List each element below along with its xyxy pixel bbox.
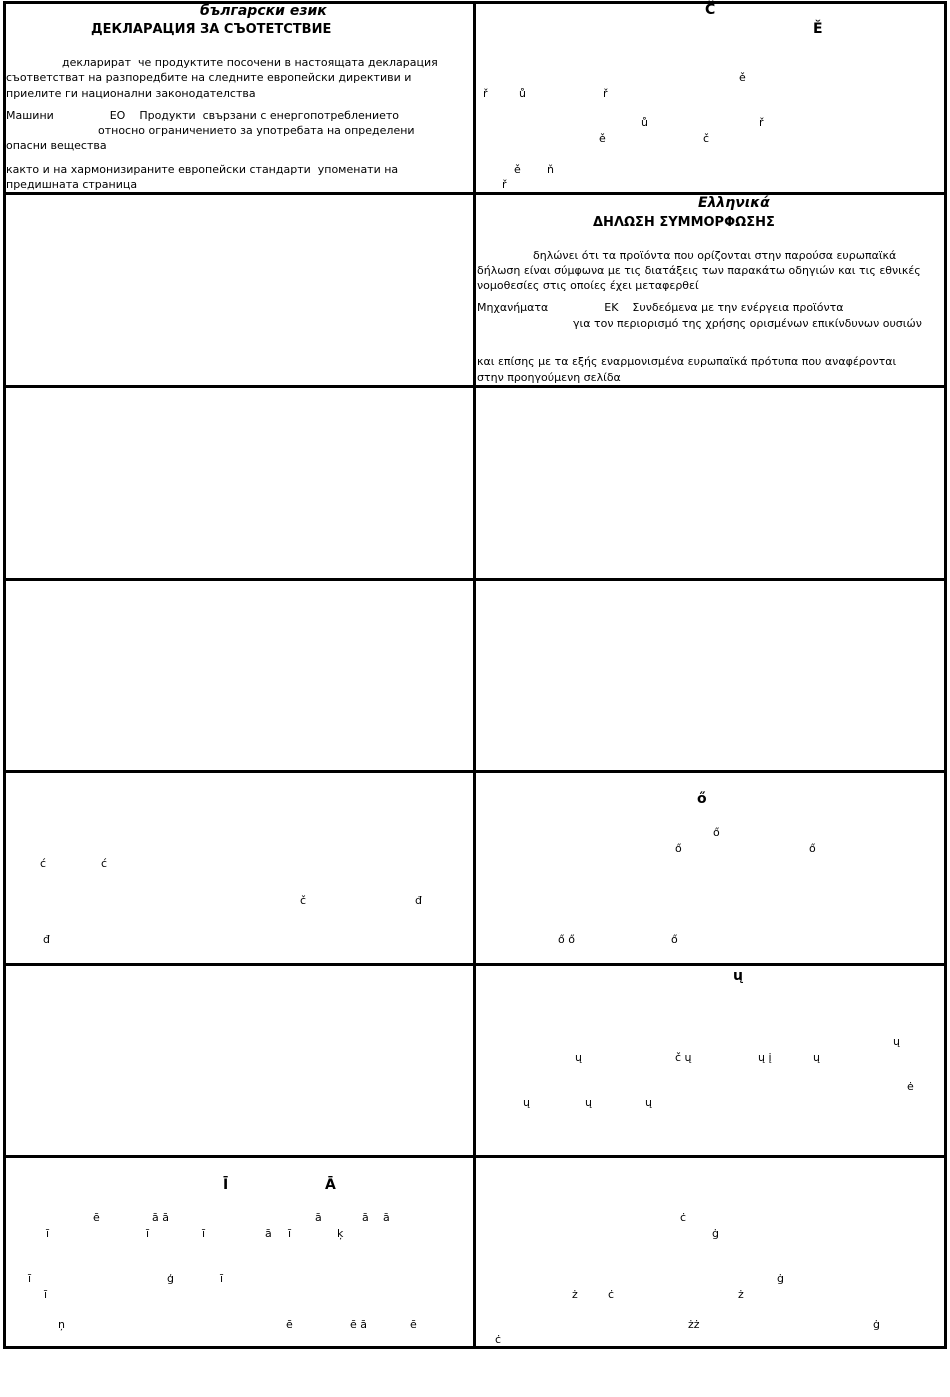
cs-glyph: č [703, 132, 710, 145]
hu-glyph: ő [675, 842, 682, 855]
lv-glyph: ē [286, 1318, 293, 1331]
bg-text-line: приелите ги национални законодателства [6, 87, 256, 100]
hr-glyph: č [300, 894, 307, 907]
row-divider [3, 578, 947, 581]
cs-glyph: ě [514, 163, 521, 176]
lv-glyph: ī [44, 1288, 48, 1301]
cs-title: Č [705, 2, 716, 18]
lt-glyph: ų [523, 1096, 530, 1109]
lv-glyph: ī [202, 1227, 206, 1240]
lv-glyph: ā [315, 1211, 322, 1224]
mt-glyph: ż [738, 1288, 744, 1301]
bg-text-line: както и на хармонизираните европейски стандарти упоменати на [6, 163, 399, 176]
column-divider [473, 1, 476, 1349]
lt-glyph: ų [585, 1096, 592, 1109]
lt-glyph: ų [813, 1051, 820, 1064]
bg-text-line: относно ограничението за употребата на определени [98, 124, 415, 137]
hr-glyph: ć [101, 857, 108, 870]
cs-glyph: ů [519, 87, 526, 100]
cs-glyph: ě [599, 132, 606, 145]
cs-glyph: ř [759, 116, 764, 129]
el-text-line: νομοθεσίες στις οποίες έχει μεταφερθεί [477, 279, 699, 292]
lv-glyph: ņ [58, 1318, 65, 1331]
el-text-line: δήλωση είναι σύμφωνα με τις διατάξεις των παρακάτω οδηγιών και τις εθνικές [477, 264, 921, 277]
lv-glyph: ē [410, 1318, 417, 1331]
cs-glyph: ř [603, 87, 608, 100]
lv-glyph: ī [46, 1227, 50, 1240]
cs-glyph: ě [739, 71, 746, 84]
hu-glyph: ő [809, 842, 816, 855]
cs-glyph: ů [641, 116, 648, 129]
lv-glyph: ā ā [152, 1211, 169, 1224]
hr-glyph: đ [43, 933, 50, 946]
bg-heading: ДЕКЛАРАЦИЯ ЗА СЪОТЕТСТВИЕ [91, 22, 332, 37]
mt-glyph: ċ [608, 1288, 615, 1301]
lt-glyph: č ų [675, 1051, 692, 1064]
lv-glyph: ģ [167, 1272, 174, 1285]
cs-glyph: ř [502, 178, 507, 191]
row-divider [3, 963, 947, 966]
bg-title: български език [200, 3, 327, 19]
cs-glyph: ň [547, 163, 554, 176]
lv-glyph: ē ā [350, 1318, 368, 1331]
bg-text-line: съответстват на разпоредбите на следните европейски директиви и [6, 71, 412, 84]
bg-text-line: декларират че продуктите посочени в настоящата декларация [62, 56, 438, 69]
mt-glyph: ċ [495, 1333, 502, 1346]
hu-glyph: ő ő [558, 933, 575, 946]
bg-text-line: опасни вещества [6, 139, 107, 152]
lv-glyph: ē [93, 1211, 100, 1224]
lv-title: Ī [223, 1177, 229, 1193]
el-heading: ΔΗΛΩΣΗ ΣΥΜΜΟΡΦΩΣΗΣ [593, 215, 775, 230]
lt-title: ų [733, 968, 743, 984]
lt-glyph: ų į [758, 1051, 772, 1064]
lt-glyph: ų [893, 1035, 900, 1048]
row-divider [3, 770, 947, 773]
lv-glyph: ā [383, 1211, 390, 1224]
hu-title: ő [697, 791, 707, 807]
lt-glyph: ų [645, 1096, 652, 1109]
lt-glyph: ų [575, 1051, 582, 1064]
bg-text-line: Машини ЕО Продукти свързани с енергопотреблението [6, 109, 400, 122]
lv-title: Ā [325, 1177, 336, 1193]
mt-glyph: ġ [777, 1272, 784, 1285]
el-text-line: Μηχανήματα ΕΚ Συνδεόμενα με την ενέργεια προϊόντα [477, 301, 844, 314]
bg-text-line: предишната страница [6, 178, 138, 191]
lv-glyph: ī [288, 1227, 292, 1240]
hu-glyph: ő [713, 826, 720, 839]
el-text-line: δηλώνει ότι τα προϊόντα που ορίζονται στην παρούσα ευρωπαϊκά [533, 249, 897, 262]
cs-glyph: ř [483, 87, 488, 100]
lv-glyph: ī [220, 1272, 224, 1285]
el-title: Ελληνικά [698, 195, 770, 211]
mt-glyph: żż [688, 1318, 700, 1331]
cs-heading: Ě [813, 21, 823, 37]
hr-glyph: ć [40, 857, 47, 870]
row-divider [3, 192, 947, 195]
lv-glyph: ā [362, 1211, 369, 1224]
el-text-line: στην προηγούμενη σελίδα [477, 371, 621, 384]
lv-glyph: ī [28, 1272, 32, 1285]
hr-glyph: đ [415, 894, 422, 907]
mt-glyph: ġ [712, 1227, 719, 1240]
lv-glyph: ī [146, 1227, 150, 1240]
lt-glyph: ė [907, 1080, 914, 1093]
mt-glyph: ċ [680, 1211, 687, 1224]
mt-glyph: ġ [873, 1318, 880, 1331]
row-divider [3, 385, 947, 388]
mt-glyph: ż [572, 1288, 578, 1301]
row-divider [3, 1155, 947, 1158]
el-text-line: για τον περιορισμό της χρήσης ορισμένων επικίνδυνων ουσιών [573, 317, 922, 330]
lv-glyph: ķ [337, 1227, 344, 1240]
hu-glyph: ő [671, 933, 678, 946]
el-text-line: και επίσης με τα εξής εναρμονισμένα ευρωπαϊκά πρότυπα που αναφέρονται [477, 355, 897, 368]
lv-glyph: ā [265, 1227, 272, 1240]
